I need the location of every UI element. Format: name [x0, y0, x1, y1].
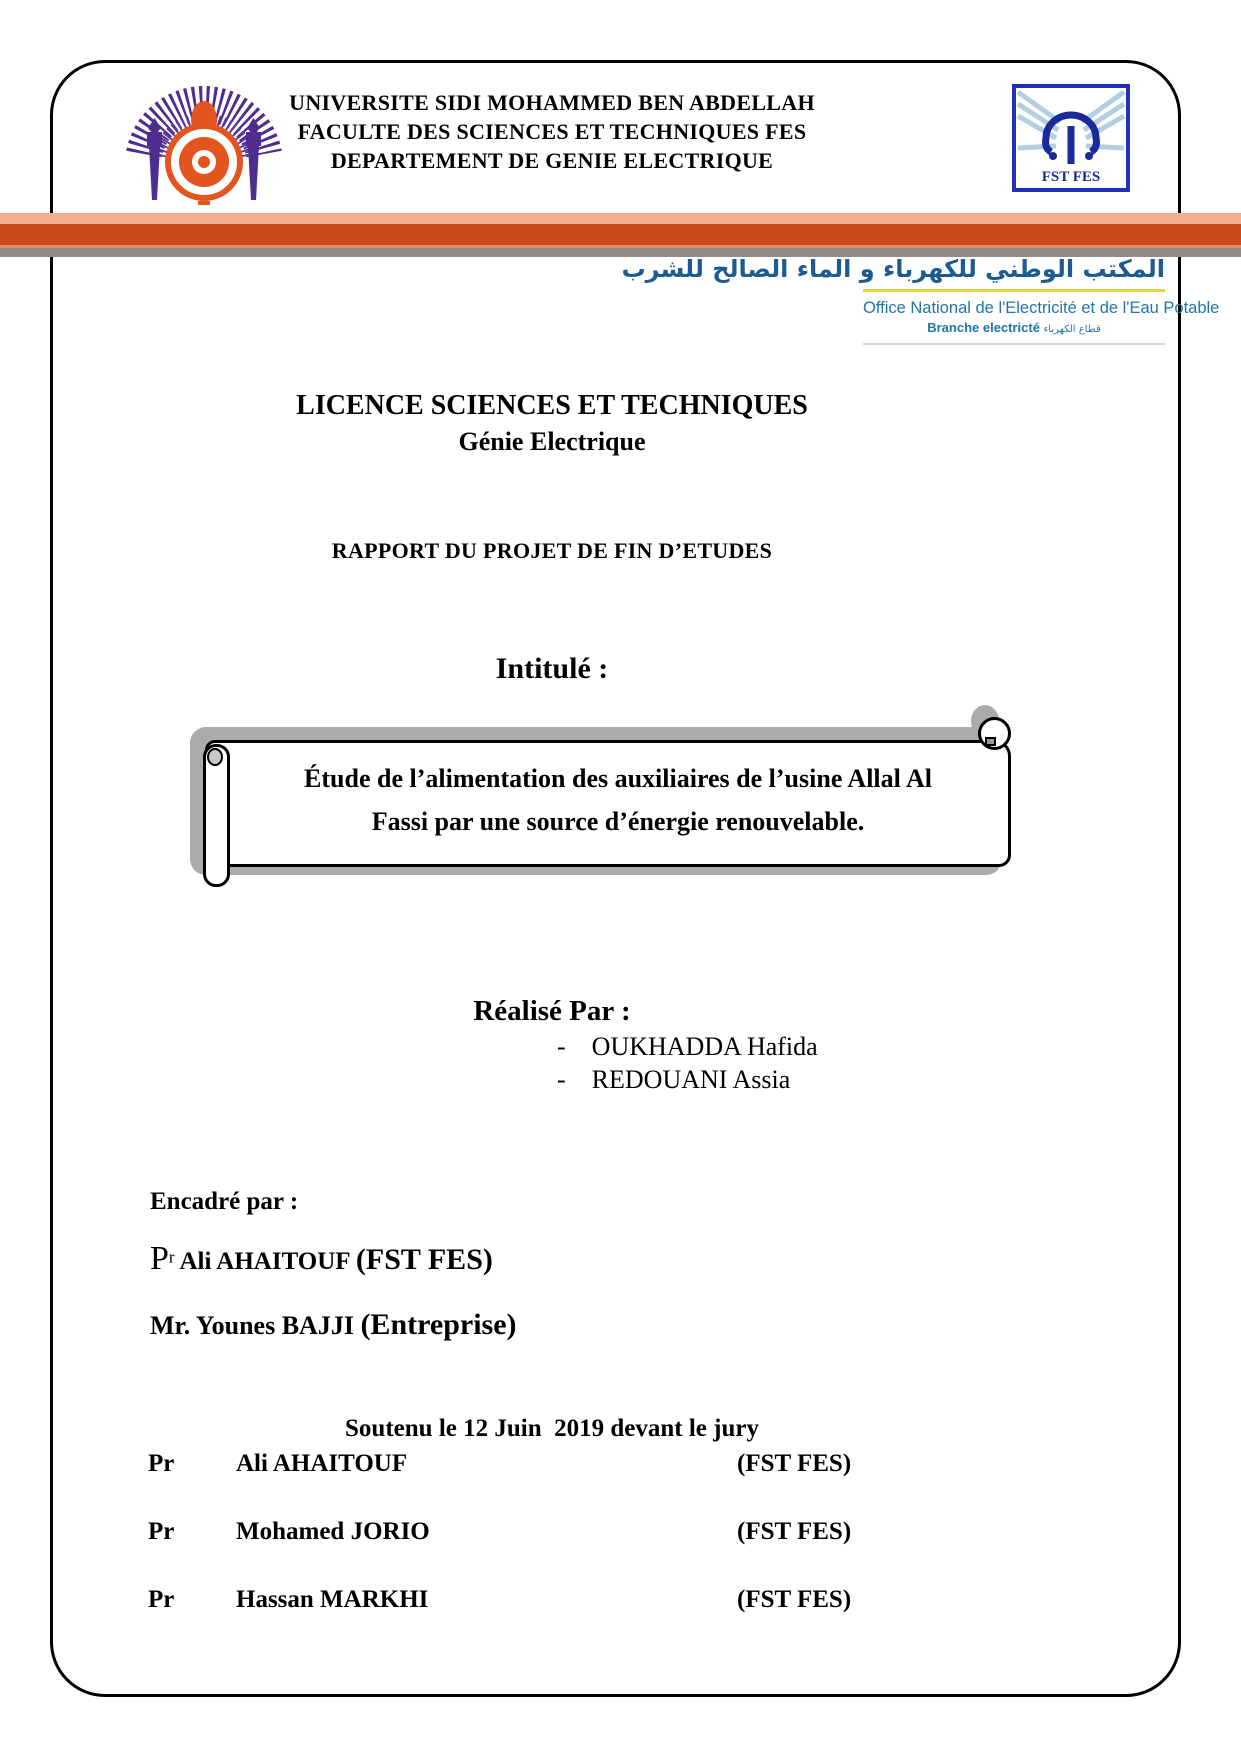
band-stripe-red [0, 224, 1241, 245]
jury-row [148, 1450, 890, 1478]
scroll-roll-hole [207, 748, 223, 766]
licence-title: LICENCE SCIENCES ET TECHNIQUES [296, 390, 808, 421]
supervisor-line [150, 1308, 517, 1342]
jury-member-title: Pr [148, 1518, 175, 1545]
project-title-line1: Étude de l’alimentation des auxiliaires de l’usine Allal Al [304, 764, 932, 793]
supervisor-affiliation: (FST FES) [355, 1243, 493, 1276]
onee-branch-arabic: قطاع الكهرباء [1043, 324, 1101, 335]
jury-member-affiliation: (FST FES) [737, 1450, 852, 1477]
onee-branch-label: Branche electricté [927, 320, 1040, 335]
jury-member-affiliation: (FST FES) [737, 1586, 852, 1613]
jury-member-name: Mohamed JORIO [236, 1518, 430, 1545]
jury-member-name: Ali AHAITOUF [236, 1450, 408, 1477]
jury-row [148, 1586, 890, 1614]
supervisor-name: Mr. Younes BAJJI [150, 1311, 361, 1340]
jury-member-affiliation: (FST FES) [737, 1518, 852, 1545]
author-name: OUKHADDA Hafida [591, 1032, 818, 1061]
intitule-label: Intitulé : [495, 652, 609, 685]
author-row [557, 1032, 818, 1062]
supervisor-name: Ali AHAITOUF [174, 1248, 356, 1275]
band-stripe-salmon [0, 213, 1241, 224]
decorative-band [0, 213, 1241, 257]
scroll-curl-notch [985, 737, 996, 746]
report-type: RAPPORT DU PROJET DE FIN D’ETUDES [331, 538, 773, 563]
university-header [0, 88, 1104, 175]
header-line-faculty: FACULTE DES SCIENCES ET TECHNIQUES FES [297, 119, 807, 144]
jury-heading: Soutenu le 12 Juin 2019 devant le jury [345, 1415, 759, 1442]
encadre-par-label: Encadré par : [150, 1188, 299, 1215]
realise-par-label: Réalisé Par : [473, 995, 631, 1027]
onee-logo [621, 252, 1220, 345]
licence-subtitle: Génie Electrique [458, 427, 646, 456]
author-name: REDOUANI Assia [591, 1065, 791, 1094]
project-title [228, 757, 1008, 843]
supervisor-title-sup: r [168, 1247, 175, 1267]
list-dash: - [557, 1065, 566, 1094]
onee-branch-line [863, 319, 1165, 339]
supervisor-title: P [150, 1240, 169, 1277]
list-dash: - [557, 1032, 566, 1061]
fst-fes-logo-label: FST FES [1041, 169, 1101, 185]
jury-member-name: Hassan MARKHI [236, 1586, 429, 1613]
onee-underline [863, 289, 1165, 292]
project-title-line2: Fassi par une source d’énergie renouvelable. [371, 807, 865, 836]
onee-arabic-title: المكتب الوطني للكهرباء و الماء الصالح للشرب [621, 255, 1165, 283]
supervisor-affiliation: (Entreprise) [360, 1308, 517, 1341]
header-line-university: UNIVERSITE SIDI MOHAMMED BEN ABDELLAH [289, 90, 815, 115]
fst-fes-logo-icon [1012, 84, 1130, 192]
jury-member-title: Pr [148, 1586, 175, 1613]
jury-row [148, 1518, 890, 1546]
supervisor-line [150, 1240, 493, 1278]
author-row [557, 1065, 790, 1095]
header-line-department: DEPARTEMENT DE GENIE ELECTRIQUE [330, 148, 774, 173]
onee-french-title: Office National de l'Electricité et de l'Eau Potable [863, 299, 1220, 317]
jury-member-title: Pr [148, 1450, 175, 1477]
onee-bottom-divider [863, 343, 1165, 345]
